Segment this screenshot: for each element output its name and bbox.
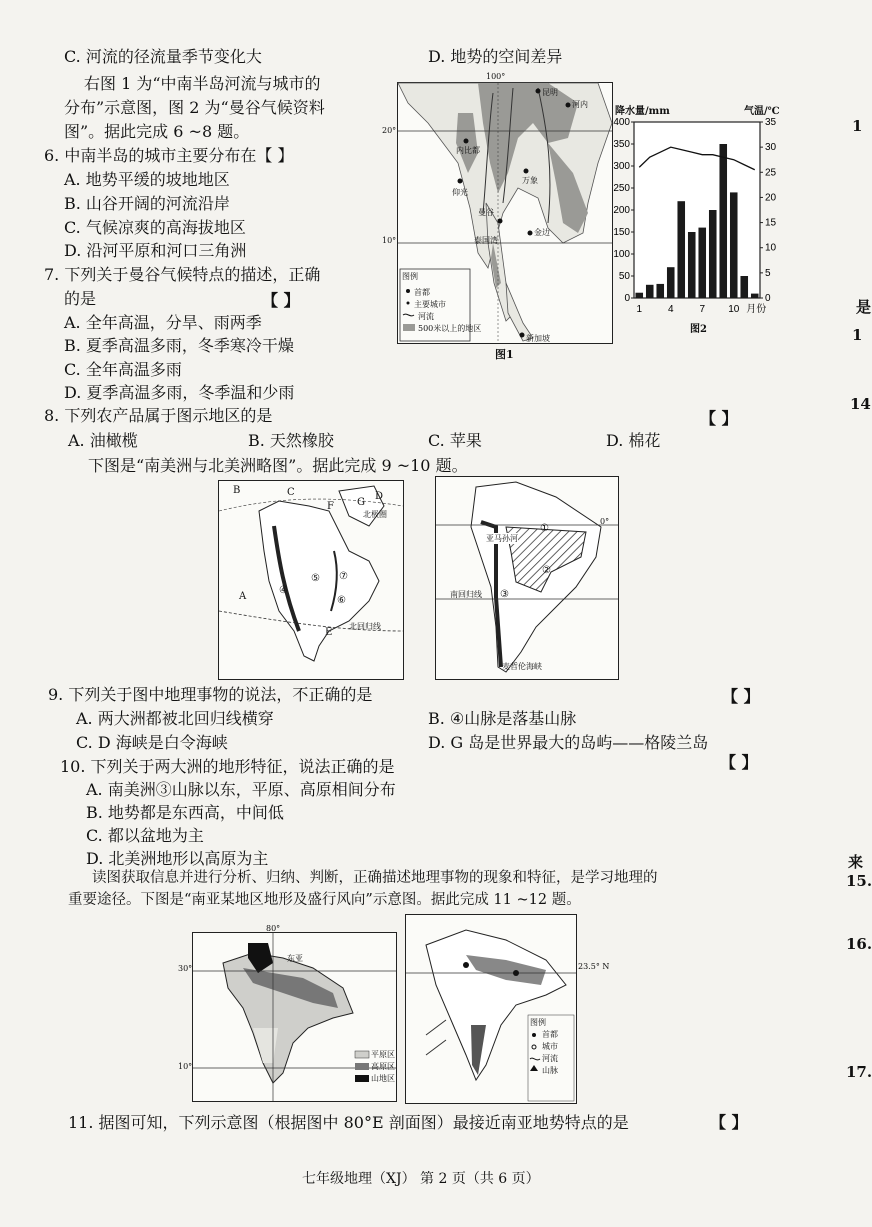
q11-answer-bracket[interactable]: 【 】 (710, 1113, 748, 1132)
y-left-tick-label: 250 (613, 183, 630, 194)
q7-option-a: A. 全年高温，分旱、雨两季 (64, 313, 262, 332)
na-label-e: E (325, 627, 333, 638)
sa-equator-label: 0° (600, 517, 610, 526)
na-label-6: ⑥ (337, 595, 346, 606)
intro-6-8-line2: 分布”示意图，图 2 为“曼谷气候资料 (64, 98, 325, 117)
city-naypyidaw: 内比都 (456, 146, 480, 155)
precipitation-bar (646, 285, 654, 298)
precipitation-bar (677, 201, 685, 298)
sa1-longitude-label: 80° (266, 924, 281, 933)
y-right-tick-label: 30 (765, 142, 777, 154)
margin-fragment-1: 1 (852, 117, 863, 135)
figure-south-america-map (435, 476, 619, 680)
q7-option-d: D. 夏季高温多雨，冬季温和少雨 (64, 383, 295, 402)
na-tropic-label: 北回归线 (349, 622, 381, 631)
plot-frame (634, 122, 760, 298)
precipitation-bar (635, 293, 643, 298)
q5-option-c: C. 河流的径流量季节变化大 (64, 47, 262, 66)
y-left-tick-label: 50 (618, 271, 630, 282)
fig1-legend-city: 主要城市 (414, 300, 446, 309)
q8-option-a: A. 油橄榄 (68, 431, 138, 450)
x-tick-label: 1 (636, 304, 643, 315)
y-right-tick-label: 25 (765, 167, 777, 179)
sa1-legend-plateau: 高原区 (371, 1062, 395, 1071)
sa1-east-asia-label: 东亚 (287, 954, 303, 963)
fig2-caption: 图2 (690, 324, 707, 335)
page-footer: 七年级地理（XJ） 第 2 页（共 6 页） (302, 1171, 540, 1187)
y-left-tick-label: 200 (613, 205, 630, 216)
fig1-lat10-label: 10° (382, 236, 397, 245)
fig2-ylabel-right: 气温/℃ (744, 106, 780, 117)
precipitation-bar (688, 232, 696, 298)
precipitation-bar (709, 210, 717, 298)
city-singapore: 新加坡 (526, 334, 550, 343)
sa2-legend-title: 图例 (530, 1018, 546, 1027)
q8-option-b: B. 天然橡胶 (248, 431, 334, 450)
intro-6-8-line1: 右图 1 为“中南半岛河流与城市的 (84, 74, 321, 93)
y-left-tick-label: 0 (624, 293, 630, 304)
margin-fragment-16: 16. (846, 935, 872, 953)
q10-option-d: D. 北美洲地形以高原为主 (86, 849, 269, 868)
na-label-a: A (239, 591, 247, 602)
margin-fragment-17: 17. (846, 1063, 872, 1081)
fig1-lat20-label: 20° (382, 126, 397, 135)
sa2-legend-mountain: 山脉 (542, 1066, 558, 1075)
sa1-legend-mountain: 山地区 (371, 1074, 395, 1083)
q6-option-d: D. 沿河平原和河口三角洲 (64, 241, 247, 260)
sa-label-3: ③ (500, 589, 509, 600)
sa1-legend-plain: 平原区 (371, 1050, 395, 1059)
precipitation-bar (667, 267, 675, 298)
city-yangon: 仰光 (452, 188, 468, 197)
sa2-lat-label: 23.5° N (578, 962, 610, 971)
q7-option-c: C. 全年高温多雨 (64, 360, 182, 379)
x-tick-label: 7 (699, 304, 706, 315)
q8-option-d: D. 棉花 (606, 431, 661, 450)
margin-fragment-14: 14 (850, 395, 871, 413)
q8-option-c: C. 苹果 (428, 431, 482, 450)
sa2-legend-city: 城市 (542, 1042, 558, 1051)
y-left-tick-label: 400 (613, 117, 630, 128)
fig1-caption: 图1 (495, 348, 514, 361)
q8-answer-bracket[interactable]: 【 】 (700, 409, 738, 428)
y-left-tick-label: 300 (613, 161, 630, 172)
precipitation-bar (719, 144, 727, 298)
sa2-legend-capital: 首都 (542, 1030, 558, 1039)
q10-answer-bracket[interactable]: 【 】 (720, 753, 758, 772)
precipitation-bar (740, 276, 748, 298)
na-label-5: ⑤ (311, 573, 320, 584)
bangkok-climate-chart (612, 114, 794, 314)
figure-south-asia-relief-map (192, 932, 397, 1102)
figure-1-indochina-map (397, 82, 613, 344)
margin-fragment-lai: 来 (848, 853, 864, 871)
fig1-legend-capital: 首都 (414, 288, 430, 297)
question-6: 6. 中南半岛的城市主要分布在【 】 (44, 146, 294, 165)
city-hanoi: 河内 (572, 100, 588, 109)
question-9: 9. 下列关于图中地理事物的说法，不正确的是 (48, 685, 373, 704)
city-kunming: 昆明 (542, 88, 558, 97)
precipitation-bar (698, 228, 706, 298)
precipitation-bar (751, 294, 759, 298)
na-label-b: D (375, 491, 384, 502)
question-11: 11. 据图可知，下列示意图（根据图中 80°E 剖面图）最接近南亚地势特点的是 (68, 1113, 629, 1132)
na-label-d: B (233, 485, 241, 496)
q7-option-b: B. 夏季高温多雨，冬季寒冷干燥 (64, 336, 294, 355)
fig2-ylabel-left: 降水量/mm (615, 106, 670, 117)
precipitation-bar (730, 192, 738, 298)
margin-fragment-3: 1 (852, 326, 863, 344)
y-right-tick-label: 5 (765, 267, 771, 279)
intro-6-8-line3: 图”。据此完成 6 ~8 题。 (64, 122, 250, 141)
figure-north-america-map (218, 480, 404, 680)
intro-11-12-line2: 重要途径。下图是“南亚某地区地形及盛行风向”示意图。据此完成 11 ~12 题。 (68, 892, 581, 908)
y-left-tick-label: 350 (613, 139, 630, 150)
q10-option-b: B. 地势都是东西高，中间低 (86, 803, 284, 822)
intro-9-10: 下图是“南美洲与北美洲略图”。据此完成 9 ~10 题。 (88, 456, 468, 475)
q9-option-a: A. 两大洲都被北回归线横穿 (76, 709, 274, 728)
na-arctic-label: 北极圈 (363, 510, 387, 519)
fig1-legend-high: 500米以上的地区 (418, 324, 482, 333)
na-label-g: G (357, 497, 365, 508)
precipitation-bar (656, 284, 664, 298)
margin-fragment-15: 15. (846, 872, 872, 890)
q9-option-c: C. D 海峡是白令海峡 (76, 733, 228, 752)
sa-amazon-label: 亚马孙河 (486, 534, 518, 543)
x-tick-label: 10 (728, 304, 740, 315)
y-right-tick-label: 10 (765, 242, 777, 254)
y-left-tick-label: 150 (613, 227, 630, 238)
y-right-tick-label: 15 (765, 217, 777, 229)
sa2-legend-river: 河流 (542, 1054, 558, 1063)
q7-answer-bracket[interactable]: 【 】 (262, 291, 300, 310)
sa-tropic-label: 南回归线 (450, 590, 482, 599)
figure-south-asia-wind-map (405, 914, 577, 1104)
question-8: 8. 下列农产品属于图示地区的是 (44, 406, 273, 425)
q9-option-b: B. ④山脉是落基山脉 (428, 709, 577, 728)
city-phnompenh: 金边 (534, 228, 550, 237)
question-7-line2: 的是 (64, 289, 97, 308)
question-7-line1: 7. 下列关于曼谷气候特点的描述，正确 (44, 265, 321, 284)
sa-label-1: ① (540, 523, 549, 534)
q6-option-a: A. 地势平缓的坡地地区 (64, 170, 230, 189)
q6-option-b: B. 山谷开阔的河流沿岸 (64, 194, 230, 213)
intro-11-12-line1: 读图获取信息并进行分析、归纳、判断，正确描述地理事物的现象和特征，是学习地理的 (92, 870, 658, 886)
na-label-f: F (327, 501, 334, 512)
q9-answer-bracket[interactable]: 【 】 (722, 687, 760, 706)
y-left-tick-label: 100 (613, 249, 630, 260)
gulf-of-thailand: 泰国湾 (474, 236, 498, 245)
city-bangkok: 曼谷 (478, 208, 494, 217)
sa-magellan-label: 麦哲伦海峡 (502, 662, 542, 671)
margin-fragment-2: 是 (856, 298, 872, 316)
q5-option-d: D. 地势的空间差异 (428, 47, 563, 66)
q9-option-d: D. G 岛是世界最大的岛屿——格陵兰岛 (428, 733, 709, 752)
q6-option-c: C. 气候凉爽的高海拔地区 (64, 218, 246, 237)
x-tick-label: 4 (667, 304, 674, 315)
fig1-longitude-label: 100° (486, 72, 506, 81)
sa-label-2: ② (542, 565, 551, 576)
fig1-legend-river: 河流 (418, 312, 434, 321)
na-label-7: ⑦ (339, 571, 348, 582)
na-label-4: ④ (279, 585, 288, 596)
y-right-tick-label: 35 (765, 117, 777, 128)
q10-option-a: A. 南美洲③山脉以东，平原、高原相间分布 (86, 780, 396, 799)
city-vientiane: 万象 (522, 176, 538, 185)
sa1-lat10-label: 10° (178, 1062, 193, 1071)
q10-option-c: C. 都以盆地为主 (86, 826, 204, 845)
y-right-tick-label: 0 (765, 293, 771, 304)
fig1-legend-title: 图例 (402, 272, 418, 281)
na-label-c: C (287, 487, 295, 498)
question-10: 10. 下列关于两大洲的地形特征，说法正确的是 (60, 757, 395, 776)
y-right-tick-label: 20 (765, 192, 777, 204)
sa1-lat30-label: 30° (178, 964, 193, 973)
x-unit-label: 月份 (746, 304, 767, 315)
